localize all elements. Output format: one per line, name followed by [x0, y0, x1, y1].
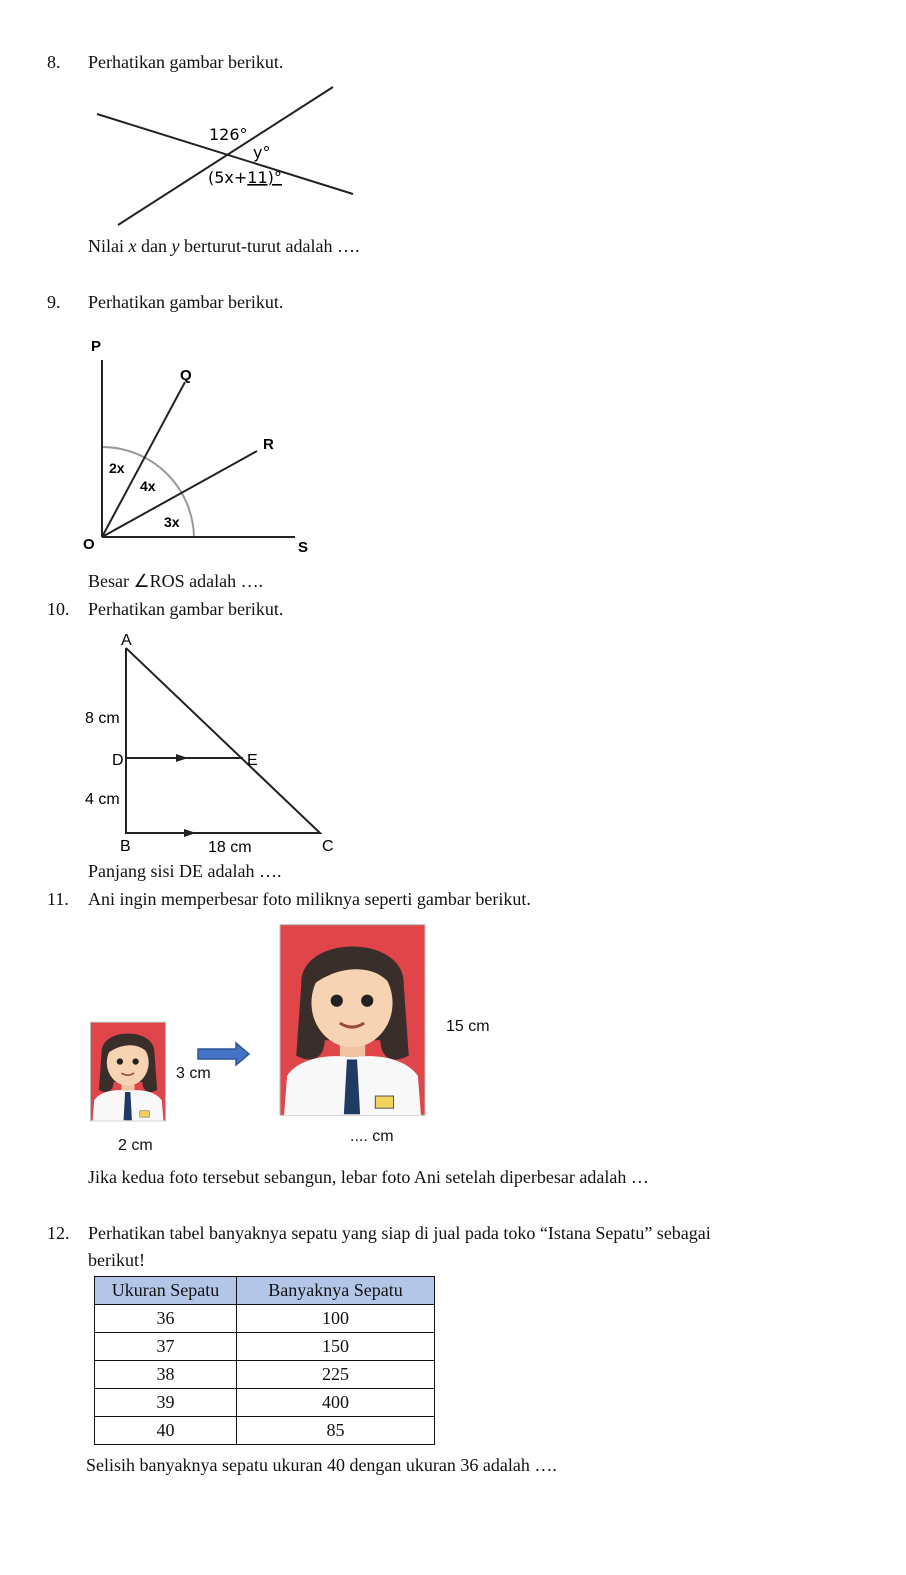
q10-point-c: C	[322, 838, 334, 855]
large-photo-left-eye	[331, 995, 343, 1007]
q8-question-mid: dan	[136, 236, 172, 256]
q10-point-d: D	[112, 752, 124, 769]
q11-question: Jika kedua foto tersebut sebangun, lebar foto Ani setelah diperbesar adalah …	[88, 1167, 649, 1187]
q9-point-o: O	[83, 536, 95, 553]
q9-point-q: Q	[180, 367, 192, 384]
q10-point-a: A	[121, 632, 132, 649]
q9-point-s: S	[298, 539, 309, 556]
q8-var-x: x	[128, 236, 137, 256]
q8-angle-expr-a: (5x+	[208, 168, 248, 187]
q8-angle-expr-b: 11)°	[247, 168, 282, 187]
table-cell-count: 100	[237, 1305, 435, 1333]
enlarge-arrow-icon	[196, 1040, 252, 1068]
q8-intro: Perhatikan gambar berikut.	[88, 52, 284, 72]
q10-len-db: 4 cm	[85, 791, 120, 808]
small-photo-badge	[140, 1111, 149, 1117]
table-cell-count: 150	[237, 1333, 435, 1361]
small-photo-right-eye	[132, 1058, 138, 1064]
small-photo-height: 3 cm	[176, 1065, 211, 1082]
shoe-table-header-size: Ukuran Sepatu	[95, 1277, 237, 1305]
q8-angle-expr	[208, 168, 282, 187]
table-row	[95, 1361, 435, 1389]
q12-intro-line2: berikut!	[88, 1250, 145, 1270]
table-cell-size: 37	[95, 1333, 237, 1361]
q10-number: 10.	[47, 599, 70, 619]
large-photo-right-eye	[361, 995, 373, 1007]
q9-angle-4x: 4x	[140, 478, 156, 494]
q9-angle-3x: 3x	[164, 514, 180, 530]
table-row	[95, 1417, 435, 1445]
q8-line-2	[118, 87, 333, 225]
q8-question: Nilai x dan y berturut-turut adalah ….	[88, 236, 360, 256]
q8-angle-y: y°	[253, 143, 271, 162]
table-cell-size: 36	[95, 1305, 237, 1333]
small-photo	[90, 1021, 166, 1122]
q11-number: 11.	[47, 889, 69, 909]
small-photo-left-eye	[117, 1058, 123, 1064]
q8-var-y: y	[171, 236, 180, 256]
q10-question: Panjang sisi DE adalah ….	[88, 861, 282, 881]
q10-point-b: B	[120, 838, 131, 855]
shoe-table	[94, 1276, 435, 1445]
q8-number: 8.	[47, 52, 61, 72]
q10-parallel-arrow-bc	[184, 829, 196, 837]
q10-len-ad: 8 cm	[85, 710, 120, 727]
large-photo-width: .... cm	[350, 1128, 394, 1145]
q8-figure	[80, 82, 380, 232]
table-cell-count: 400	[237, 1389, 435, 1417]
q12-question: Selisih banyaknya sepatu ukuran 40 dengan ukuran 36 adalah ….	[86, 1455, 557, 1475]
table-cell-size: 40	[95, 1417, 237, 1445]
q12-number: 12.	[47, 1223, 70, 1243]
q9-intro: Perhatikan gambar berikut.	[88, 292, 284, 312]
table-row	[95, 1305, 435, 1333]
q10-len-bc: 18 cm	[208, 839, 252, 855]
q9-figure	[78, 330, 318, 560]
q10-point-e: E	[247, 752, 258, 769]
q11-intro: Ani ingin memperbesar foto miliknya seperti gambar berikut.	[88, 889, 531, 909]
q9-number: 9.	[47, 292, 61, 312]
table-row	[95, 1389, 435, 1417]
shoe-table-header-row	[95, 1277, 435, 1305]
shoe-table-header-count: Banyaknya Sepatu	[237, 1277, 435, 1305]
table-cell-count: 225	[237, 1361, 435, 1389]
q10-parallel-arrow-de	[176, 754, 188, 762]
q10-figure	[80, 625, 340, 855]
table-cell-count: 85	[237, 1417, 435, 1445]
q12-intro-line1: Perhatikan tabel banyaknya sepatu yang siap di jual pada toko “Istana Sepatu” sebagai	[88, 1223, 711, 1243]
large-photo	[279, 922, 426, 1118]
q8-angle-top: 126°	[209, 125, 248, 144]
q10-triangle	[126, 648, 320, 833]
q9-point-r: R	[263, 436, 274, 453]
q8-question-end: berturut-turut adalah ….	[179, 236, 360, 256]
q9-point-p: P	[91, 338, 102, 355]
large-photo-badge	[375, 1096, 393, 1108]
table-row	[95, 1333, 435, 1361]
table-cell-size: 39	[95, 1389, 237, 1417]
q9-question: Besar ∠ROS adalah ….	[88, 571, 264, 591]
large-photo-height: 15 cm	[446, 1018, 490, 1035]
q10-intro: Perhatikan gambar berikut.	[88, 599, 284, 619]
table-cell-size: 38	[95, 1361, 237, 1389]
q9-angle-2x: 2x	[109, 460, 125, 476]
small-photo-width: 2 cm	[118, 1137, 153, 1154]
